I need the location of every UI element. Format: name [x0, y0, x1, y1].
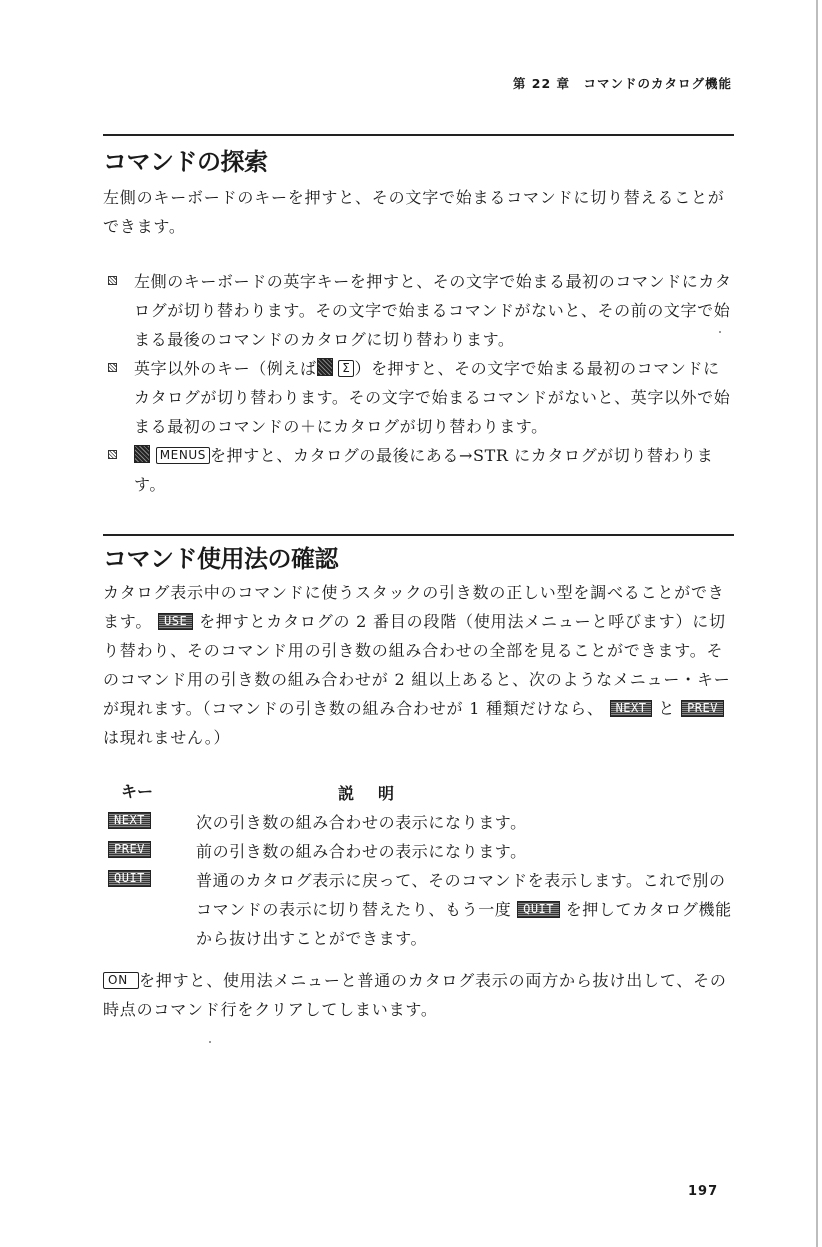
section-rule [103, 534, 734, 536]
running-header: 第 22 章 コマンドのカタログ機能 [512, 76, 732, 91]
quit-menu-key-inline: QUIT [517, 901, 560, 918]
row-description-part: 普通のカタログ表示に戻って、そのコマンドを表示します。これで別のコマンドの表示に切り替えたり、もう一度 [196, 871, 726, 919]
section-rule [103, 134, 734, 136]
paragraph-part: を押すとカタログの 2 番目の段階（使用法メニューと呼びます）に切り替わり、そのコマンド用の引き数の組み合わせの全部を見ることができます。そのコマンド用の引き数の組み合わせが 2 組以上あると、次のようなメニュー・キーが現れます。（コマンドの引き数の組み合わせが 1 種類だけなら、 [103, 612, 731, 718]
row-description [196, 866, 736, 953]
bullet-text [134, 441, 736, 499]
table-row [108, 837, 736, 866]
shift-key-icon [317, 358, 333, 376]
print-speck [209, 1041, 211, 1043]
paragraph-part: カタログ表示中のコマンドに使うスタックの引き数の正しい型を調べることができます。 [103, 583, 725, 631]
on-key: ON [103, 972, 139, 989]
bullet-icon [108, 276, 117, 285]
bullet-item [108, 441, 736, 499]
paragraph-part: は現れません。） [103, 728, 231, 747]
bullet-text-part: 英字以外のキー（例えば [134, 359, 317, 378]
shift-key-icon [134, 445, 150, 463]
prev-menu-key: PREV [108, 841, 151, 858]
bullet-text-part: ）を押すと、その文字で始まる最初のコマンドにカタログが切り替わります。その文字で始まるコマンドがないと、英字以外で始まる最初のコマンドの＋にカタログが切り替わります。 [134, 359, 731, 436]
table-row [108, 866, 736, 953]
menus-key: MENUS [156, 447, 210, 464]
bullet-text: 左側のキーボードの英字キーを押すと、その文字で始まる最初のコマンドにカタログが切り替わります。その文字で始まるコマンドがないと、その前の文字で始まる最後のコマンドのカタログに切り替わります。 [134, 272, 732, 349]
section-intro: 左側のキーボードのキーを押すと、その文字で始まるコマンドに切り替えることができます。 [103, 188, 725, 236]
table-header-description: 説 明 [338, 784, 399, 803]
quit-menu-key: QUIT [108, 870, 151, 887]
prev-menu-key: PREV [681, 700, 724, 717]
next-menu-key: NEXT [610, 700, 653, 717]
section-title-usage: コマンド使用法の確認 [103, 545, 338, 573]
bullet-icon [108, 450, 117, 459]
row-description-part: を押してカタログ機能から抜け出すことができます。 [196, 900, 732, 948]
bullet-icon [108, 363, 117, 372]
page-edge [816, 0, 818, 1247]
paragraph-part: を押すと、使用法メニューと普通のカタログ表示の両方から抜け出して、その時点のコマンド行をクリアしてしまいます。 [103, 971, 727, 1019]
section-title-search: コマンドの探索 [103, 148, 268, 176]
on-key-paragraph [103, 966, 735, 1024]
print-speck [719, 331, 721, 333]
sigma-key: Σ [338, 360, 354, 377]
bullet-text [134, 354, 736, 441]
table-row [108, 808, 736, 837]
next-menu-key: NEXT [108, 812, 151, 829]
use-menu-key: USE [158, 613, 193, 630]
bullet-item [108, 354, 736, 441]
row-description: 次の引き数の組み合わせの表示になります。 [196, 813, 527, 832]
paragraph-part: と [658, 699, 676, 718]
bullet-text-part: を押すと、カタログの最後にある→STR にカタログが切り替わります。 [134, 446, 714, 494]
row-description: 前の引き数の組み合わせの表示になります。 [196, 842, 527, 861]
bullet-item [108, 267, 736, 354]
page-number: 197 [688, 1184, 719, 1199]
usage-paragraph [103, 578, 735, 752]
table-header-key: キー [121, 782, 154, 801]
